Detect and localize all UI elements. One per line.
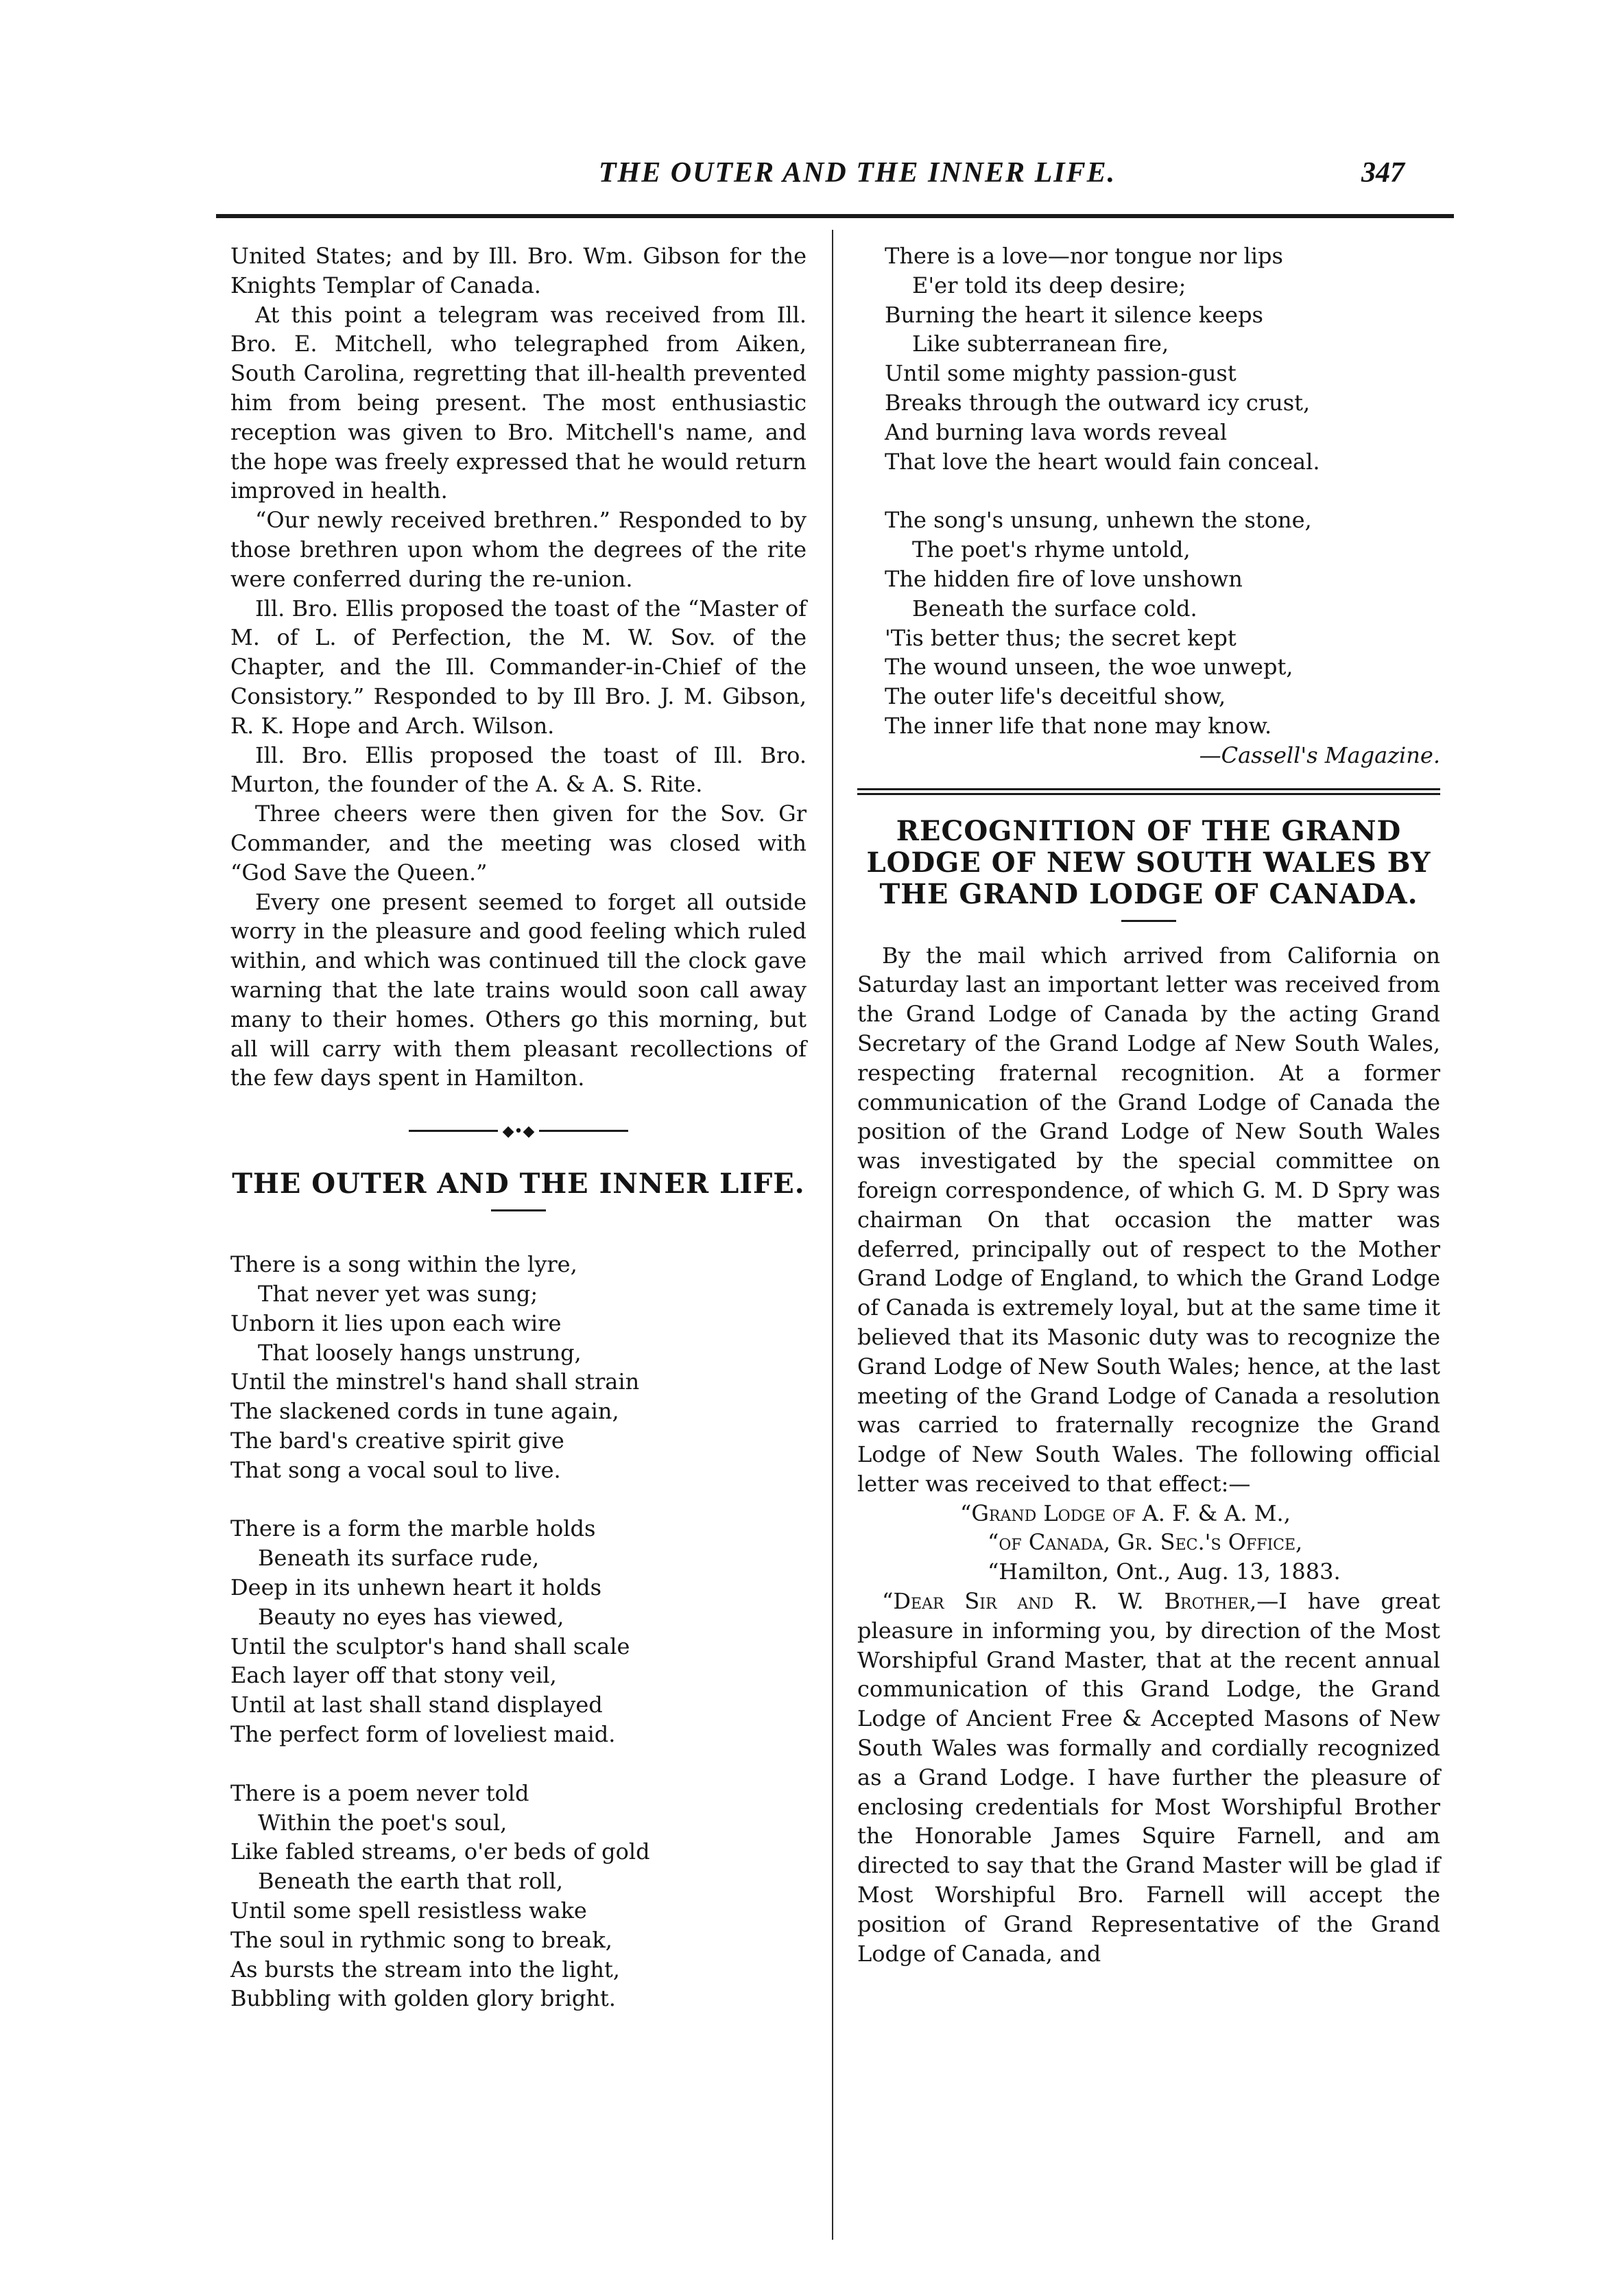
poem-line: Until some mighty passion-gust [885,360,1237,387]
running-title: THE OUTER AND THE INNER LIFE. [598,157,1116,189]
ornament-glyph: ◆•◆ [502,1123,535,1141]
article-title: RECOGNITION OF THE GRAND LODGE OF NEW SOUTH WALES BY THE GRAND LODGE OF CANADA. [866,814,1431,910]
poem-line: The bard's creative spirit give [230,1427,564,1454]
page-number: 347 [1361,157,1405,189]
paragraph: Every one present seemed to forget all outside worry in the pleasure and good feeling which ruled within, and which was continued till the clock gave warning that the late trains would soon call away many to their homes. Others go this morning, but all will carry with them pleasant recollections of the few days spent in Hamilton. [230,888,807,1091]
letter-heading [857,1499,1440,1587]
poem-line: There is a poem never told [230,1779,529,1806]
header-rule [216,214,1454,218]
poem-line: The wound unseen, the woe unwept, [885,654,1293,680]
letter-head-line: “of Canada, Gr. Sec.'s Office, [988,1529,1303,1556]
poem-stanza-5 [857,506,1440,740]
poem-line: Bubbling with golden glory bright. [230,1985,616,2012]
poem-line: Until at last shall stand displayed [230,1692,603,1718]
poem-line: There is a song within the lyre, [230,1251,577,1278]
poem-line: Beauty no eyes has viewed, [258,1603,564,1630]
poem-line: And burning lava words reveal [885,418,1228,445]
column-divider [832,230,833,2240]
paragraph: By the mail which arrived from California on Saturday last an important letter was received from the Grand Lodge of Canada by the acting Grand Secretary of the Grand Lodge af New South Wales, respecting fraternal recognition. At a former communication of the Grand Lodge of Canada the position of the Grand Lodge of New South Wales was investigated by the special committee on foreign correspondence, of which G. M. D Spry was chairman On that occasion the matter was deferred, principally out of respect to the Mother Grand Lodge of England, to which the Grand Lodge of Canada is extremely loyal, but at the same time it believed that its Masonic duty was to recognize the Grand Lodge of New South Wales; hence, at the last meeting of the Grand Lodge of Canada a resolution was carried to fraternally recognize the Grand Lodge of New South Wales. The following official letter was received to that effect:— [857,942,1440,1497]
right-column [857,241,1440,1968]
poem-line: Beneath its surface rude, [258,1545,540,1572]
poem-line: That love the heart would fain conceal. [885,448,1320,475]
poem-line: As bursts the stream into the light, [230,1956,620,1983]
poem-line: That song a vocal soul to live. [230,1456,561,1483]
poem-line: The outer life's deceitful show, [885,683,1226,710]
poem-attribution: —Cassell's Magazine. [1199,742,1440,768]
poem-line: Until the sculptor's hand shall scale [230,1633,630,1659]
paragraph: United States; and by Ill. Bro. Wm. Gibson for the Knights Templar of Canada. [230,243,807,298]
poem-line: Beneath the surface cold. [912,595,1197,622]
letter-body [857,1587,1440,1968]
paragraph: Ill. Bro. Ellis proposed the toast of the “Master of M. of L. of Perfection, the M. W. Sov. of the Chapter, and the Ill. Commander-in-Chief of the Consistory.” Responded to by Ill Bro. J. M. Gibson, R. K. Hope and Arch. Wilson. [230,595,807,739]
paragraph: “Our newly received brethren.” Responded to by those brethren upon whom the degrees of the rite were conferred during the re-union. [230,507,807,592]
left-column [230,241,807,2013]
poem-line: The hidden fire of love unshown [885,565,1243,592]
poem-line: Until some spell resistless wake [230,1897,587,1924]
letter-head-line: “Hamilton, Ont., Aug. 13, 1883. [988,1559,1341,1585]
section-double-rule [857,788,1440,795]
poem-line: The perfect form of loveliest maid. [230,1721,616,1748]
letter-head-line: “Grand Lodge of A. F. & A. M., [960,1500,1291,1526]
poem-line: Within the poet's soul, [258,1809,508,1836]
poem-stanza-4 [857,241,1440,476]
poem-line: Until the minstrel's hand shall strain [230,1369,640,1395]
poem-line: Each layer off that stony veil, [230,1662,557,1689]
poem-line: Like fabled streams, o'er beds of gold [230,1838,650,1865]
poem-line: E'er told its deep desire; [912,272,1186,298]
paragraph: At this point a telegram was received from Ill. Bro. E. Mitchell, who telegraphed from Aiken, South Carolina, regretting that ill-health prevented him from being present. The most enthusiastic reception was given to Bro. Mitchell's name, and the hope was freely expressed that he would return improved in health. [230,301,807,504]
poem-title: THE OUTER AND THE INNER LIFE. [232,1168,805,1200]
paragraph: Ill. Bro. Ellis proposed the toast of Ill. Bro. Murton, the founder of the A. & A. S. Rite. [230,742,807,798]
poem-line: Deep in its unhewn heart it holds [230,1574,602,1601]
poem-line: There is a form the marble holds [230,1515,596,1542]
poem-line: The slackened cords in tune again, [230,1398,619,1425]
paragraph: Three cheers were then given for the Sov. Gr Commander, and the meeting was closed with “God Save the Queen.” [230,801,807,886]
poem-line: That never yet was sung; [258,1280,538,1307]
poem-stanza-1 [230,1250,807,1484]
poem-line: The inner life that none may know. [885,712,1272,739]
poem-line: Unborn it lies upon each wire [230,1310,562,1336]
section-ornament [381,1120,656,1141]
poem-line: Beneath the earth that roll, [258,1868,564,1895]
poem-line: That loosely hangs unstrung, [258,1339,582,1366]
poem-line: Burning the heart it silence keeps [885,301,1263,328]
poem-line: There is a love—nor tongue nor lips [885,243,1283,269]
poem-line: The poet's rhyme untold, [912,536,1191,563]
letter-text: —I have great pleasure in informing you, by direction of the Most Worshipful Grand Master, that at the recent annual communication of this Grand Lodge, the Grand Lodge of Ancient Free & Accepted Masons of New South Wales was formally and cordially recognized as a Grand Lodge. I have further the pleasure of enclosing credentials for Most Worshipful Brother the Honorable James Squire Farnell, and am directed to say that the Grand Master will be glad if Most Worshipful Bro. Farnell will accept the position of Grand Representative of the Grand Lodge of Canada, and [857,1588,1440,1967]
poem-line: 'Tis better thus; the secret kept [885,624,1237,651]
poem-line: Like subterranean fire, [912,331,1169,357]
poem-line: Breaks through the outward icy crust, [885,389,1311,416]
poem-stanza-3 [230,1779,807,2013]
letter-salutation: “Dear Sir and R. W. Brother, [882,1588,1257,1615]
poem-line: The soul in rythmic song to break, [230,1926,612,1953]
poem-stanza-2 [230,1514,807,1749]
poem-line: The song's unsung, unhewn the stone, [885,507,1312,534]
